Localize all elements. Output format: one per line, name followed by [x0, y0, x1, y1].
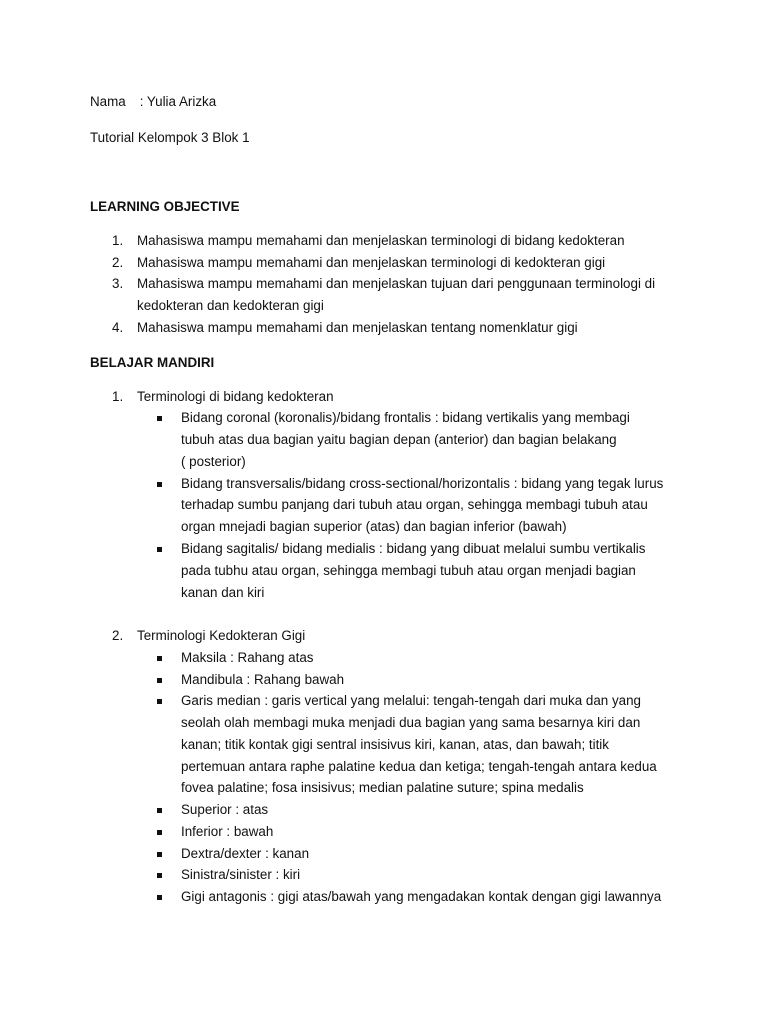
objective-text: Mahasiswa mampu memahami dan menjelaskan terminologi di bidang kedokteran: [137, 233, 625, 248]
bullet-text: Sinistra/sinister : kiri: [181, 867, 301, 882]
name-value: : Yulia Arizka: [139, 94, 217, 109]
bullet-text: Dextra/dexter : kanan: [181, 846, 310, 861]
bullet-marker: [157, 895, 162, 900]
bullet-text-continued: kanan; titik kontak gigi sentral insisivus kiri, kanan, atas, dan bawah; titik: [181, 737, 609, 752]
bullet-text-continued: fovea palatine; fosa insisivus; median palatine suture; spina medalis: [181, 780, 584, 795]
bullet-text-continued: ( posterior): [181, 454, 246, 469]
bullet-text-continued: seolah olah membagi muka menjadi dua bagian yang sama besarnya kiri dan: [181, 715, 641, 730]
objective-text: Mahasiswa mampu memahami dan menjelaskan terminologi di kedokteran gigi: [137, 255, 606, 270]
bullet-text-continued: terhadap sumbu panjang dari tubuh atau organ, sehingga membagi tubuh atau: [181, 497, 648, 512]
objective-number: 1.: [112, 233, 124, 248]
section-number: 2.: [112, 628, 124, 643]
bullet-text: Superior : atas: [181, 802, 269, 817]
bullet-text-continued: tubuh atas dua bagian yaitu bagian depan (anterior) dan bagian belakang: [181, 432, 617, 447]
bullet-text-continued: pertemuan antara raphe palatine kedua dan ketiga; tengah-tengah antara kedua: [181, 759, 657, 774]
objective-text-continued: kedokteran dan kedokteran gigi: [137, 298, 324, 313]
bullet-text: Bidang transversalis/bidang cross-sectional/horizontalis : bidang yang tegak lurus: [181, 476, 664, 491]
bullet-text: Gigi antagonis : gigi atas/bawah yang mengadakan kontak dengan gigi lawannya: [181, 889, 662, 904]
group-line: Tutorial Kelompok 3 Blok 1: [90, 130, 250, 145]
bullet-text: Bidang sagitalis/ bidang medialis : bidang yang dibuat melalui sumbu vertikalis: [181, 541, 646, 556]
bullet-text-continued: organ mnejadi bagian superior (atas) dan bagian inferior (bawah): [181, 519, 567, 534]
bullet-text: Garis median : garis vertical yang melalui: tengah-tengah dari muka dan yang: [181, 693, 641, 708]
bullet-marker: [157, 482, 162, 487]
bullet-text-continued: kanan dan kiri: [181, 585, 265, 600]
bullet-text: Maksila : Rahang atas: [181, 650, 314, 665]
bullet-marker: [157, 873, 162, 878]
bullet-marker: [157, 830, 162, 835]
bullet-marker: [157, 852, 162, 857]
objective-text: Mahasiswa mampu memahami dan menjelaskan tentang nomenklatur gigi: [137, 320, 578, 335]
bullet-marker: [157, 699, 162, 704]
bullet-text: Bidang coronal (koronalis)/bidang frontalis : bidang vertikalis yang membagi: [181, 410, 630, 425]
objective-text: Mahasiswa mampu memahami dan menjelaskan tujuan dari penggunaan terminologi di: [137, 276, 656, 291]
objective-number: 4.: [112, 320, 124, 335]
objective-number: 2.: [112, 255, 124, 270]
learning-objective-heading: LEARNING OBJECTIVE: [90, 199, 240, 214]
bullet-marker: [157, 808, 162, 813]
bullet-marker: [157, 416, 162, 421]
belajar-mandiri-heading: BELAJAR MANDIRI: [90, 355, 215, 370]
bullet-marker: [157, 547, 162, 552]
name-line: [90, 94, 216, 109]
bullet-text-continued: pada tubhu atau organ, sehingga membagi tubuh atau organ menjadi bagian: [181, 563, 636, 578]
bullet-marker: [157, 656, 162, 661]
bullet-text: Inferior : bawah: [181, 824, 274, 839]
section-title: Terminologi Kedokteran Gigi: [137, 628, 306, 643]
section-title: Terminologi di bidang kedokteran: [137, 389, 334, 404]
name-label: Nama: [90, 94, 126, 109]
objective-number: 3.: [112, 276, 124, 291]
bullet-marker: [157, 678, 162, 683]
bullet-text: Mandibula : Rahang bawah: [181, 672, 345, 687]
section-number: 1.: [112, 389, 124, 404]
